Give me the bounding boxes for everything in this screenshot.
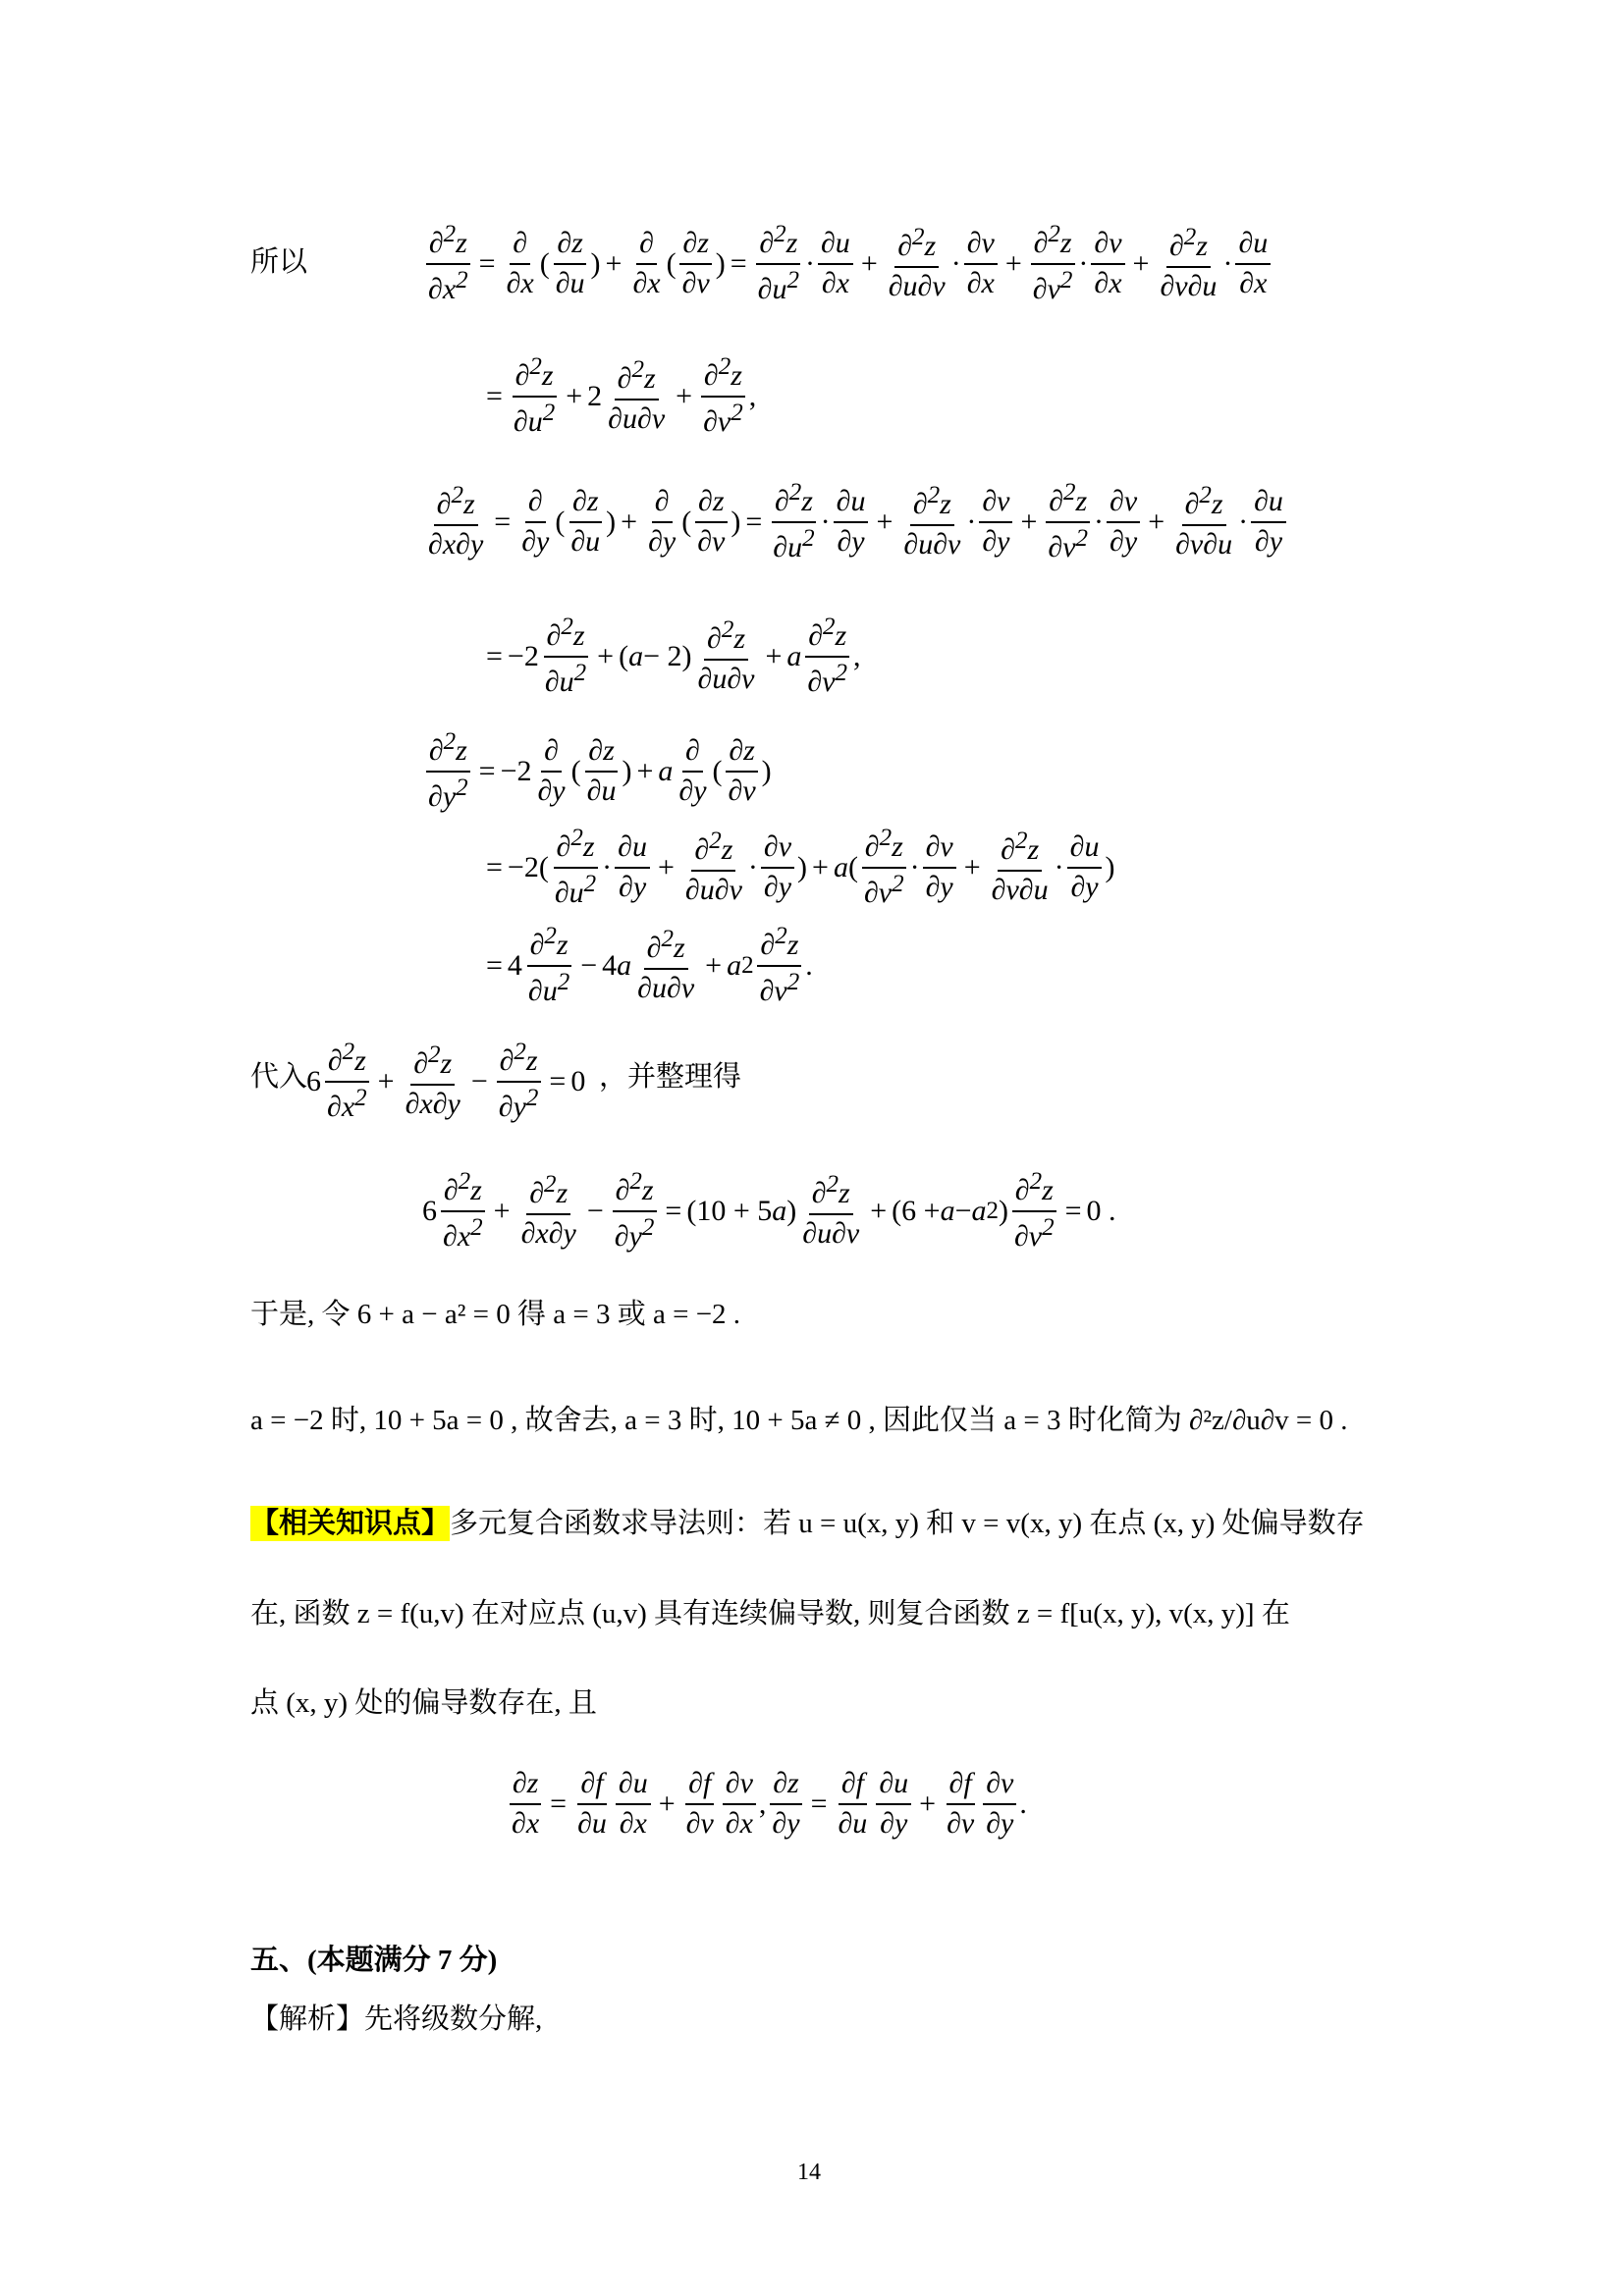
equation-line-5: $\frac{\partial^2z}{\partial y^2}$ = −2 $\frac{\partial}{\partial y}$ ( $\frac{\partial z}{\partial u}$ ) + a $\frac{\partial}{\partial y}$ ( $\frac{\partial z}{\partial v}$ ) [422, 728, 772, 814]
label-dairu: 代入 [250, 1061, 308, 1093]
equation-line-9: 6 $\frac{\partial^2z}{\partial x^2}$ + $\frac{\partial^2z}{\partial x\partial y}$ − $\frac{\partial^2z}{\partial y^2}$ = (10 + 5 a ) $\frac{\partial^2z}{\partial u\partial v}$ + (6 + a − a 2 ) $\frac{\partial^2z}{\partial v^2}$ = 0 . [422, 1168, 1116, 1253]
text-case: a = −2 时, 10 + 5a = 0 , 故舍去, a = 3 时, 10 + 5a ≠ 0 , 因此仅当 a = 3 时化简为 ∂²z/∂u∂v = 0 . [250, 1405, 1348, 1436]
text-yushi: 于是, 令 6 + a − a² = 0 得 a = 3 或 a = −2 . [250, 1299, 741, 1330]
label-bingzhengli: ，并整理得 [599, 1061, 742, 1093]
knowledge-text-1: 多元复合函数求导法则：若 u = u(x, y) 和 v = v(x, y) 在点 (x, y) 处偏导数存 [450, 1508, 1365, 1539]
label-suoyi: 所以 [250, 246, 308, 278]
equation-line-8: 6 $\frac{\partial^2z}{\partial x^2}$ + $\frac{\partial^2z}{\partial x\partial y}$ − $\frac{\partial^2z}{\partial y^2}$ = 0 [306, 1039, 586, 1123]
knowledge-tag: 【相关知识点】 [250, 1508, 451, 1539]
knowledge-line-3: 点 (x, y) 处的偏导数存在, 且 [250, 1687, 597, 1719]
page-number: 14 [797, 2160, 821, 2185]
equation-line-7: = 4 $\frac{\partial^2z}{\partial u^2}$ − 4 a $\frac{\partial^2z}{\partial u\partial v}$ + a 2 $\frac{\partial^2z}{\partial v^2}$ . [486, 923, 813, 1007]
knowledge-line-1 [250, 1507, 1365, 1541]
equation-line-2: = $\frac{\partial^2z}{\partial u^2}$ + 2 $\frac{\partial^2z}{\partial u\partial v}$ + $\frac{\partial^2z}{\partial v^2}$ , [486, 353, 757, 438]
equation-line-10: $\frac{\partial z}{\partial x}$ = $\frac{\partial f}{\partial u}$ $\frac{\partial u}{\partial x}$ + $\frac{\partial f}{\partial v}$ $\frac{\partial v}{\partial x}$ , $\frac{\partial z}{\partial y}$ = $\frac{\partial f}{\partial u}$ $\frac{\partial u}{\partial y}$ + $\frac{\partial f}{\partial v}$ $\frac{\partial v}{\partial y}$ . [506, 1767, 1027, 1841]
analysis-line: 【解析】先将级数分解, [250, 2003, 543, 2035]
section-five-heading: 五、(本题满分 7 分) [250, 1945, 498, 1976]
equation-line-3: $\frac{\partial^2z}{\partial x\partial y}$ = $\frac{\partial}{\partial y}$ ( $\frac{\partial z}{\partial u}$ ) + $\frac{\partial}{\partial y}$ ( $\frac{\partial z}{\partial v}$ ) = $\frac{\partial^2z}{\partial u^2}$ · $\frac{\partial u}{\partial y}$ + $\frac{\partial^2z}{\partial u\partial v}$ · $\frac{\partial v}{\partial y}$ + $\frac{\partial^2z}{\partial v^2}$ · $\frac{\partial v}{\partial y}$ + $\frac{\partial^2z}{\partial v\partial u}$ · $\frac{\partial u}{\partial y}$ [422, 479, 1289, 564]
equation-line-6: = −2( $\frac{\partial^2z}{\partial u^2}$ · $\frac{\partial u}{\partial y}$ + $\frac{\partial^2z}{\partial u\partial v}$ · $\frac{\partial v}{\partial y}$ ) + a ( $\frac{\partial^2z}{\partial v^2}$ · $\frac{\partial v}{\partial y}$ + $\frac{\partial^2z}{\partial v\partial u}$ · $\frac{\partial u}{\partial y}$ ) [486, 825, 1115, 909]
equation-line-4: = −2 $\frac{\partial^2z}{\partial u^2}$ + ( a − 2) $\frac{\partial^2z}{\partial u\partial v}$ + a $\frac{\partial^2z}{\partial v^2}$ , [486, 614, 861, 698]
equation-line-1: $\frac{\partial^2z}{\partial x^2}$ = $\frac{\partial}{\partial x}$ ( $\frac{\partial z}{\partial u}$ ) + $\frac{\partial}{\partial x}$ ( $\frac{\partial z}{\partial v}$ ) = $\frac{\partial^2z}{\partial u^2}$ · $\frac{\partial u}{\partial x}$ + $\frac{\partial^2z}{\partial u\partial v}$ · $\frac{\partial v}{\partial x}$ + $\frac{\partial^2z}{\partial v^2}$ · $\frac{\partial v}{\partial x}$ + $\frac{\partial^2z}{\partial v\partial u}$ · $\frac{\partial u}{\partial x}$ [422, 221, 1273, 306]
knowledge-line-2: 在, 函数 z = f(u,v) 在对应点 (u,v) 具有连续偏导数, 则复合函数 z = f[u(x, y), v(x, y)] 在 [250, 1598, 1290, 1629]
